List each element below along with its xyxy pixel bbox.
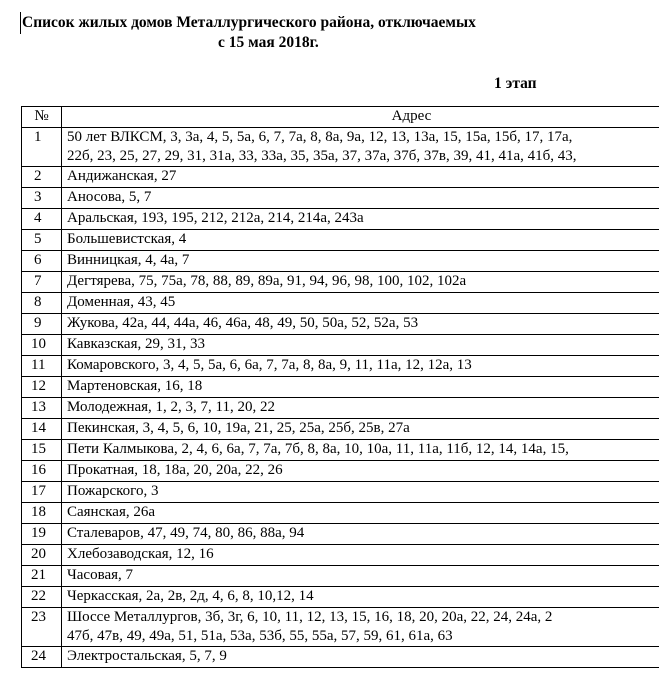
address-line: Большевистская, 4: [67, 230, 659, 249]
row-number: 14: [22, 419, 62, 440]
address-line: Андижанская, 27: [67, 167, 659, 186]
row-number: 1: [22, 128, 62, 167]
address-line: Пожарского, 3: [67, 482, 659, 501]
row-address: [62, 545, 659, 566]
row-number: 2: [22, 167, 62, 188]
row-address: [62, 503, 659, 524]
address-line: Часовая, 7: [67, 566, 659, 585]
table-row: [22, 419, 659, 440]
address-line: Аральская, 193, 195, 212, 212а, 214, 214а, 243а: [67, 209, 659, 228]
table-row: [22, 272, 659, 293]
row-number: 3: [22, 188, 62, 209]
row-address: [62, 398, 659, 419]
address-table: [21, 106, 659, 668]
address-line: Винницкая, 4, 4а, 7: [67, 251, 659, 270]
table-row: [22, 440, 659, 461]
table-row: [22, 188, 659, 209]
row-number: 11: [22, 356, 62, 377]
row-address: [62, 608, 659, 647]
table-body: [22, 128, 659, 668]
address-line: Мартеновская, 16, 18: [67, 377, 659, 396]
row-address: [62, 293, 659, 314]
table-row: [22, 398, 659, 419]
table-row: [22, 335, 659, 356]
row-number: 4: [22, 209, 62, 230]
address-line: Комаровского, 3, 4, 5, 5а, 6, 6а, 7, 7а, 8, 8а, 9, 11, 11а, 12, 12а, 13: [67, 356, 659, 375]
row-address: [62, 128, 659, 167]
table-row: [22, 566, 659, 587]
title-line-2: с 15 мая 2018г.: [22, 33, 622, 53]
header-address: Адрес: [62, 107, 659, 128]
row-address: [62, 167, 659, 188]
address-line: Саянская, 26а: [67, 503, 659, 522]
row-number: 8: [22, 293, 62, 314]
address-line: 47б, 47в, 49, 49а, 51, 51а, 53а, 53б, 55, 55а, 57, 59, 61, 61а, 63: [67, 627, 659, 646]
row-number: 13: [22, 398, 62, 419]
row-number: 23: [22, 608, 62, 647]
row-number: 19: [22, 524, 62, 545]
row-number: 5: [22, 230, 62, 251]
row-address: [62, 314, 659, 335]
header-number: №: [22, 107, 62, 128]
table-row: [22, 251, 659, 272]
address-line: Молодежная, 1, 2, 3, 7, 11, 20, 22: [67, 398, 659, 417]
table-row: [22, 293, 659, 314]
row-address: [62, 566, 659, 587]
document-title: [22, 13, 622, 53]
address-line: Пекинская, 3, 4, 5, 6, 10, 19а, 21, 25, 25а, 25б, 25в, 27а: [67, 419, 659, 438]
row-address: [62, 482, 659, 503]
row-address: [62, 419, 659, 440]
table-row: [22, 209, 659, 230]
row-number: 24: [22, 647, 62, 668]
row-number: 20: [22, 545, 62, 566]
address-line: Хлебозаводская, 12, 16: [67, 545, 659, 564]
address-line: 22б, 23, 25, 27, 29, 31, 31а, 33, 33а, 35, 35а, 37, 37а, 37б, 37в, 39, 41, 41а, 41б, 43,: [67, 147, 659, 166]
row-number: 12: [22, 377, 62, 398]
address-line: Сталеваров, 47, 49, 74, 80, 86, 88а, 94: [67, 524, 659, 543]
row-address: [62, 461, 659, 482]
row-address: [62, 524, 659, 545]
row-address: [62, 251, 659, 272]
table-row: [22, 647, 659, 668]
row-number: 18: [22, 503, 62, 524]
title-line-1: Список жилых домов Металлургического района, отключаемых: [22, 13, 622, 33]
row-address: [62, 587, 659, 608]
address-line: Электростальская, 5, 7, 9: [67, 647, 659, 666]
row-address: [62, 272, 659, 293]
text-cursor: [20, 12, 21, 34]
row-number: 15: [22, 440, 62, 461]
row-address: [62, 356, 659, 377]
table-row: [22, 128, 659, 167]
address-table-container: [21, 106, 659, 676]
row-address: [62, 230, 659, 251]
row-address: [62, 188, 659, 209]
table-row: [22, 587, 659, 608]
table-row: [22, 461, 659, 482]
table-row: [22, 377, 659, 398]
row-number: 6: [22, 251, 62, 272]
address-line: Жукова, 42а, 44, 44а, 46, 46а, 48, 49, 50, 50а, 52, 52а, 53: [67, 314, 659, 333]
row-number: 17: [22, 482, 62, 503]
table-row: [22, 608, 659, 647]
address-line: Прокатная, 18, 18а, 20, 20а, 22, 26: [67, 461, 659, 480]
row-address: [62, 377, 659, 398]
address-line: Черкасская, 2а, 2в, 2д, 4, 6, 8, 10,12, 14: [67, 587, 659, 606]
table-row: [22, 356, 659, 377]
row-number: 16: [22, 461, 62, 482]
row-address: [62, 440, 659, 461]
stage-label: 1 этап: [494, 74, 537, 94]
row-number: 9: [22, 314, 62, 335]
address-line: Кавказская, 29, 31, 33: [67, 335, 659, 354]
table-row: [22, 314, 659, 335]
row-address: [62, 647, 659, 668]
row-number: 21: [22, 566, 62, 587]
address-line: Пети Калмыкова, 2, 4, 6, 6а, 7, 7а, 7б, 8, 8а, 10, 10а, 11, 11а, 11б, 12, 14, 14а, 15,: [67, 440, 659, 459]
row-number: 7: [22, 272, 62, 293]
table-row: [22, 482, 659, 503]
address-line: Аносова, 5, 7: [67, 188, 659, 207]
table-row: [22, 230, 659, 251]
address-line: Дегтярева, 75, 75а, 78, 88, 89, 89а, 91, 94, 96, 98, 100, 102, 102а: [67, 272, 659, 291]
table-row: [22, 524, 659, 545]
address-line: Шоссе Металлургов, 3б, 3г, 6, 10, 11, 12, 13, 15, 16, 18, 20, 20а, 22, 24, 24а, 2: [67, 608, 659, 627]
table-header-row: [22, 107, 659, 128]
row-number: 10: [22, 335, 62, 356]
row-number: 22: [22, 587, 62, 608]
table-row: [22, 545, 659, 566]
row-address: [62, 209, 659, 230]
address-line: 50 лет ВЛКСМ, 3, 3а, 4, 5, 5а, 6, 7, 7а, 8, 8а, 9а, 12, 13, 13а, 15, 15а, 15б, 17, 17а,: [67, 128, 659, 147]
address-line: Доменная, 43, 45: [67, 293, 659, 312]
row-address: [62, 335, 659, 356]
table-row: [22, 167, 659, 188]
table-row: [22, 503, 659, 524]
